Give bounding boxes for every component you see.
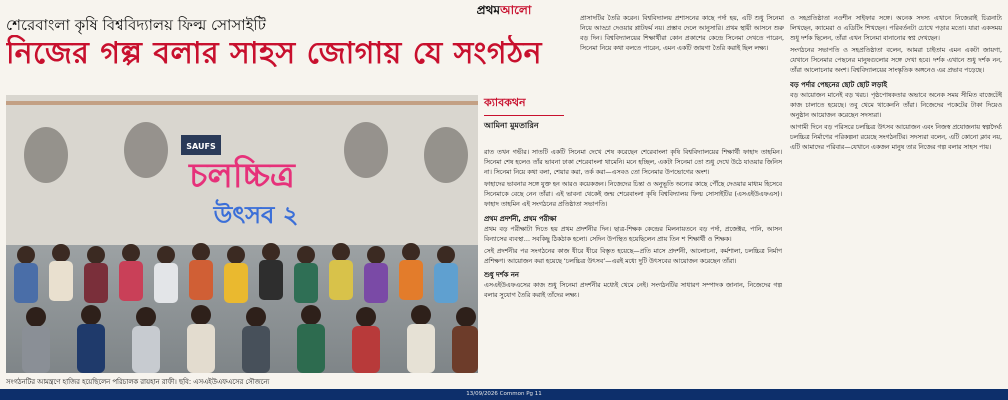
page-footer: 13/09/2026 Common Pg 11: [0, 389, 1008, 400]
subhead-not-just-audience: শুধু দর্শক নন: [484, 271, 519, 280]
mid-paragraph-3: প্রথম বড় পরীক্ষাটা দিতে হয় প্রথম প্রদর্শনীর দিন। ছাত্র-শিক্ষক কেন্দ্রের মিলনায়তনে বড় পর্দা, প্রজেক্টর, পানি, আসন বিন্যাসের ব্যবস্থা… সবকিছু ঠিকঠাক হলো। সেদিন উপস্থিত হয়েছিলেন প্রায় তিন শ শিক্ষার্থী ও শিক্ষক।: [484, 225, 782, 243]
right-paragraph-1: ও সহপ্রতিষ্ঠাতা নওশীন সাইফার সঙ্গে। অনেক সদস্য এখানে নিজেরাই চিত্রনাট্য লিখছেন, ক্যামেরা ও এডিটিং শিখছেন। পরিবর্তনটা চোখে পড়ার মতো। যারা একসময় শুধু দর্শক ছিলেন, তাঁরা এখন সিনেমা বানানোর স্বপ্ন দেখছেন।: [790, 15, 1002, 43]
banner-title-line1: চলচ্চিত্র: [189, 156, 295, 196]
column-middle: [484, 148, 782, 384]
col1-paragraph: প্রাসাদটির তৈরি করেন। বিশ্ববিদ্যালয় প্রশাসনের কাছে পর্দা হয়, এটি শুধু সিনেমা নিয়ে আড্ডা দেওয়ার প্লাটফর্ম নয়। প্রস্তাব দেলে আনুসারি। প্রথম স্থায়ী আসনে শুরু বড় দিন। বিশ্ববিদ্যালয়ের শিক্ষার্থীরা কোন প্রকাশের কেন্দ্রে সিনেমা দেখতে পারেন, সিনেমা নিয়ে কথা বলতে পারেন, এমন একটি জায়গা তৈরি করাই ছিল লক্ষ্য।: [580, 15, 784, 53]
section-label: ক্যাবকথন: [484, 94, 564, 116]
mid-paragraph-4: সেই প্রদর্শনীর পর সংগঠনের কাজ ধীরে ধীরে বিস্তৃত হয়েছে—প্রতি মাসে প্রদর্শনী, আলোচনা, কর্মশালা, চলচ্চিত্র নির্মাণ প্রশিক্ষণ। আয়োজন করা হয়েছে ‘চলচ্চিত্র উৎসব’—এরই মধ্যে দুটি উৎসবের আয়োজন করেছেন তাঁরা।: [484, 247, 782, 265]
group-photo: [6, 95, 478, 373]
article-kicker: শেরেবাংলা কৃষি বিশ্ববিদ্যালয় ফিল্ম সোসাইটি: [6, 16, 266, 34]
banner-title-line2: উৎসব ২: [213, 201, 299, 229]
photo-caption: সংগঠনটির আমন্ত্রণে হাজির হয়েছিলেন পরিচালক রায়হান রাফী। ছবি: এসএইউএফএসের সৌজন্যে: [6, 378, 270, 386]
author-byline: আমিনা মুমতারিন: [484, 121, 539, 130]
masthead-part1: প্রথম: [476, 3, 501, 17]
article-headline: নিজের গল্প বলার সাহস জোগায় যে সংগঠন: [6, 36, 543, 71]
subhead-first-screening: প্রথম প্রদর্শনী, প্রথম পরীক্ষা: [484, 214, 557, 223]
column-top-middle: [580, 14, 784, 88]
mid-paragraph-2: ফাহাদের ভাবনার সঙ্গে যুক্ত হন আরও কয়েকজন। নিজেদের চিন্তা ও অনুভূতি অন্যের কাছে পৌঁছে দেওয়ার মাধ্যম হিসেবে সিনেমাকে বেছে নেন তাঁরা। এই ভাবনা থেকেই জন্ম শেরেবাংলা কৃষি বিশ্ববিদ্যালয় ফিল্ম সোসাইটির (এসএইউএফএস)। ফাহাদ তাহমিন এই সংগঠনের প্রতিষ্ঠাতা সভাপতি।: [484, 181, 782, 209]
mid-paragraph-5: এসএইউএফএসের কাজ শুধু সিনেমা প্রদর্শনীর মধ্যেই থেমে নেই। সংগঠনটির সাধারণ সম্পাদক জানান, নিজেদের গল্প বলার সুযোগ তৈরি করাই তাঁদের লক্ষ্য।: [484, 282, 782, 300]
column-right: [790, 14, 1002, 384]
saufs-logo-text: SAUFS: [186, 142, 216, 151]
right-paragraph-2: সংগঠনের সভাপতি ও সহপ্রতিষ্ঠাতা বলেন, আমরা চাইতাম এমন একটা জায়গা, যেখানে সিনেমার পেছনের মানুষগুলোর সঙ্গে দেখা হবে। দর্শক এখানে শুধু দর্শক নন, তাঁরা আলোচনার অংশ। বিশ্ববিদ্যালয়ের সাংস্কৃতিক অঙ্গনেও এর প্রভাব পড়েছে।: [790, 47, 1002, 75]
group-photo-illustration: [6, 95, 478, 373]
subhead-small-struggles: বড় পর্দার পেছনের ছোট ছোট লড়াই: [790, 80, 887, 89]
right-paragraph-4: আগামী দিনে বড় পরিসরে চলচ্চিত্র উৎসব আয়োজন এবং নিজস্ব প্রযোজনায় স্বল্পদৈর্ঘ্য চলচ্চিত্র নির্মাণের পরিকল্পনা রয়েছে সংগঠনটির। সদস্যরা বলেন, এটি কোনো ক্লাব নয়, এটি আমাদের পরিবার—যেখানে একজন মানুষ তার নিজের গল্প বলার সাহস পায়।: [790, 123, 1002, 152]
byline-block: [484, 94, 782, 146]
mid-paragraph-1: রাত তখন গভীর। সাতটি একটি সিনেমা দেখে শেষ করেছেন শেরেবাংলা কৃষি বিশ্ববিদ্যালয়ের শিক্ষার্থী ফাহাদ তাহমিন। সিনেমা শেষ হলেও তাঁর ভাবনা ঢাকা শেরেবাংলা থামেনি। মনে হচ্ছিল, একটা সিনেমা তো শুধু দেখে উঠে যাওয়ার জিনিস না। সিনেমা নিয়ে কথা বলা, শেয়ার করা, তর্ক করা—এসবও তো সিনেমার উপভোগের অংশ।: [484, 149, 782, 177]
masthead-part2: আলো: [500, 3, 532, 17]
right-paragraph-3: বড় আয়োজন মানেই বড় খরচ। পৃষ্ঠপোষকতার অভাবে অনেক সময় সীমিত বাজেটেই কাজ চালাতে হয়েছে। তবু থেমে থাকেননি তাঁরা। নিজেদের পকেটের টাকা দিয়েও অনুষ্ঠান আয়োজন করেছেন সদস্যরা।: [790, 91, 1002, 119]
